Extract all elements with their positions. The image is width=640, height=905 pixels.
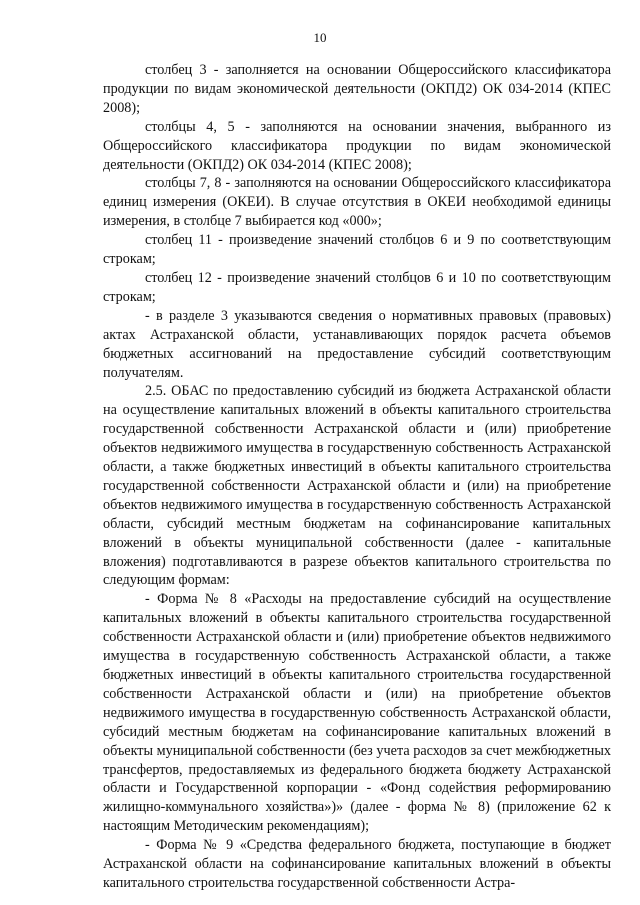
paragraph-form-8: - Форма № 8 «Расходы на предоставление субсидий на осуществление капитальных вложений в объекты капитального строительства государственной собственности Астраханской области и (или) приобретение объектов недвижимого имущества в государственную собственность Астраханской области, а также бюджетных инвестиций в объекты капитального строительства государственной собственности Астраханской области и (или) на приобретение объектов недвижимого имущества в государственную собственность Астраханской области, субсидий местным бюджетам на софинансирование капитальных вложений в объекты муниципальной собственности (без учета расходов за счет межбюджетных трансфертов, предоставляемых из федерального бюджета бюджету Астраханской области и Государственной корпорации - «Фонд содействия реформированию жилищно-коммунального хозяйства»)» (далее - форма № 8) (приложение 62 к настоящим Методическим рекомендациям); [103, 591, 611, 835]
paragraph-columns-4-5: столбцы 4, 5 - заполняются на основании значения, выбранного из Общероссийского классификатора продукции по видам экономической деятельности (ОКПД2) ОК 034-2014 (КПЕС 2008); [103, 118, 611, 173]
paragraph-column-11: столбец 11 - произведение значений столбцов 6 и 9 по соответствующим строкам; [103, 232, 611, 268]
paragraph-form-9: - Форма № 9 «Средства федерального бюджета, поступающие в бюджет Астраханской области на софинансирование капитальных вложений в объекты капитального строительства государственной собственности Астра- [103, 837, 611, 891]
paragraph-section-3: - в разделе 3 указываются сведения о нормативных правовых (правовых) актах Астраханской области, устанавливающих порядок расчета объемов бюджетных ассигнований на предоставление субсидий соответствующим получателям. [103, 307, 611, 381]
paragraph-2-5: 2.5. ОБАС по предоставлению субсидий из бюджета Астраханской области на осуществление капитальных вложений в объекты капитального строительства государственной собственности Астраханской области и (или) приобретение объектов недвижимого имущества в государственную собственность Астраханской области, а также бюджетных инвестиций в объекты капитального строительства государственной собственности Астраханской области и (или) на приобретение объектов недвижимого имущества в государственную собственность Астраханской области, субсидий местным бюджетам на софинансирование капитальных вложений в объекты муниципальной собственности (далее - капитальные вложения) подготавливаются в разрезе объектов капитального строительства по следующим формам: [103, 383, 611, 589]
document-body [103, 61, 611, 893]
paragraph-column-3: столбец 3 - заполняется на основании Общероссийского классификатора продукции по видам экономической деятельности (ОКПД2) ОК 034-2014 (КПЕС 2008); [103, 62, 611, 116]
paragraph-columns-7-8: столбцы 7, 8 - заполняются на основании Общероссийского классификатора единиц измерения (ОКЕИ). В случае отсутствия в ОКЕИ необходимой единицы измерения, в столбце 7 выбирается код «000»; [103, 175, 611, 230]
paragraph-column-12: столбец 12 - произведение значений столбцов 6 и 10 по соответствующим строкам; [103, 269, 611, 305]
page-number: 10 [313, 30, 327, 45]
